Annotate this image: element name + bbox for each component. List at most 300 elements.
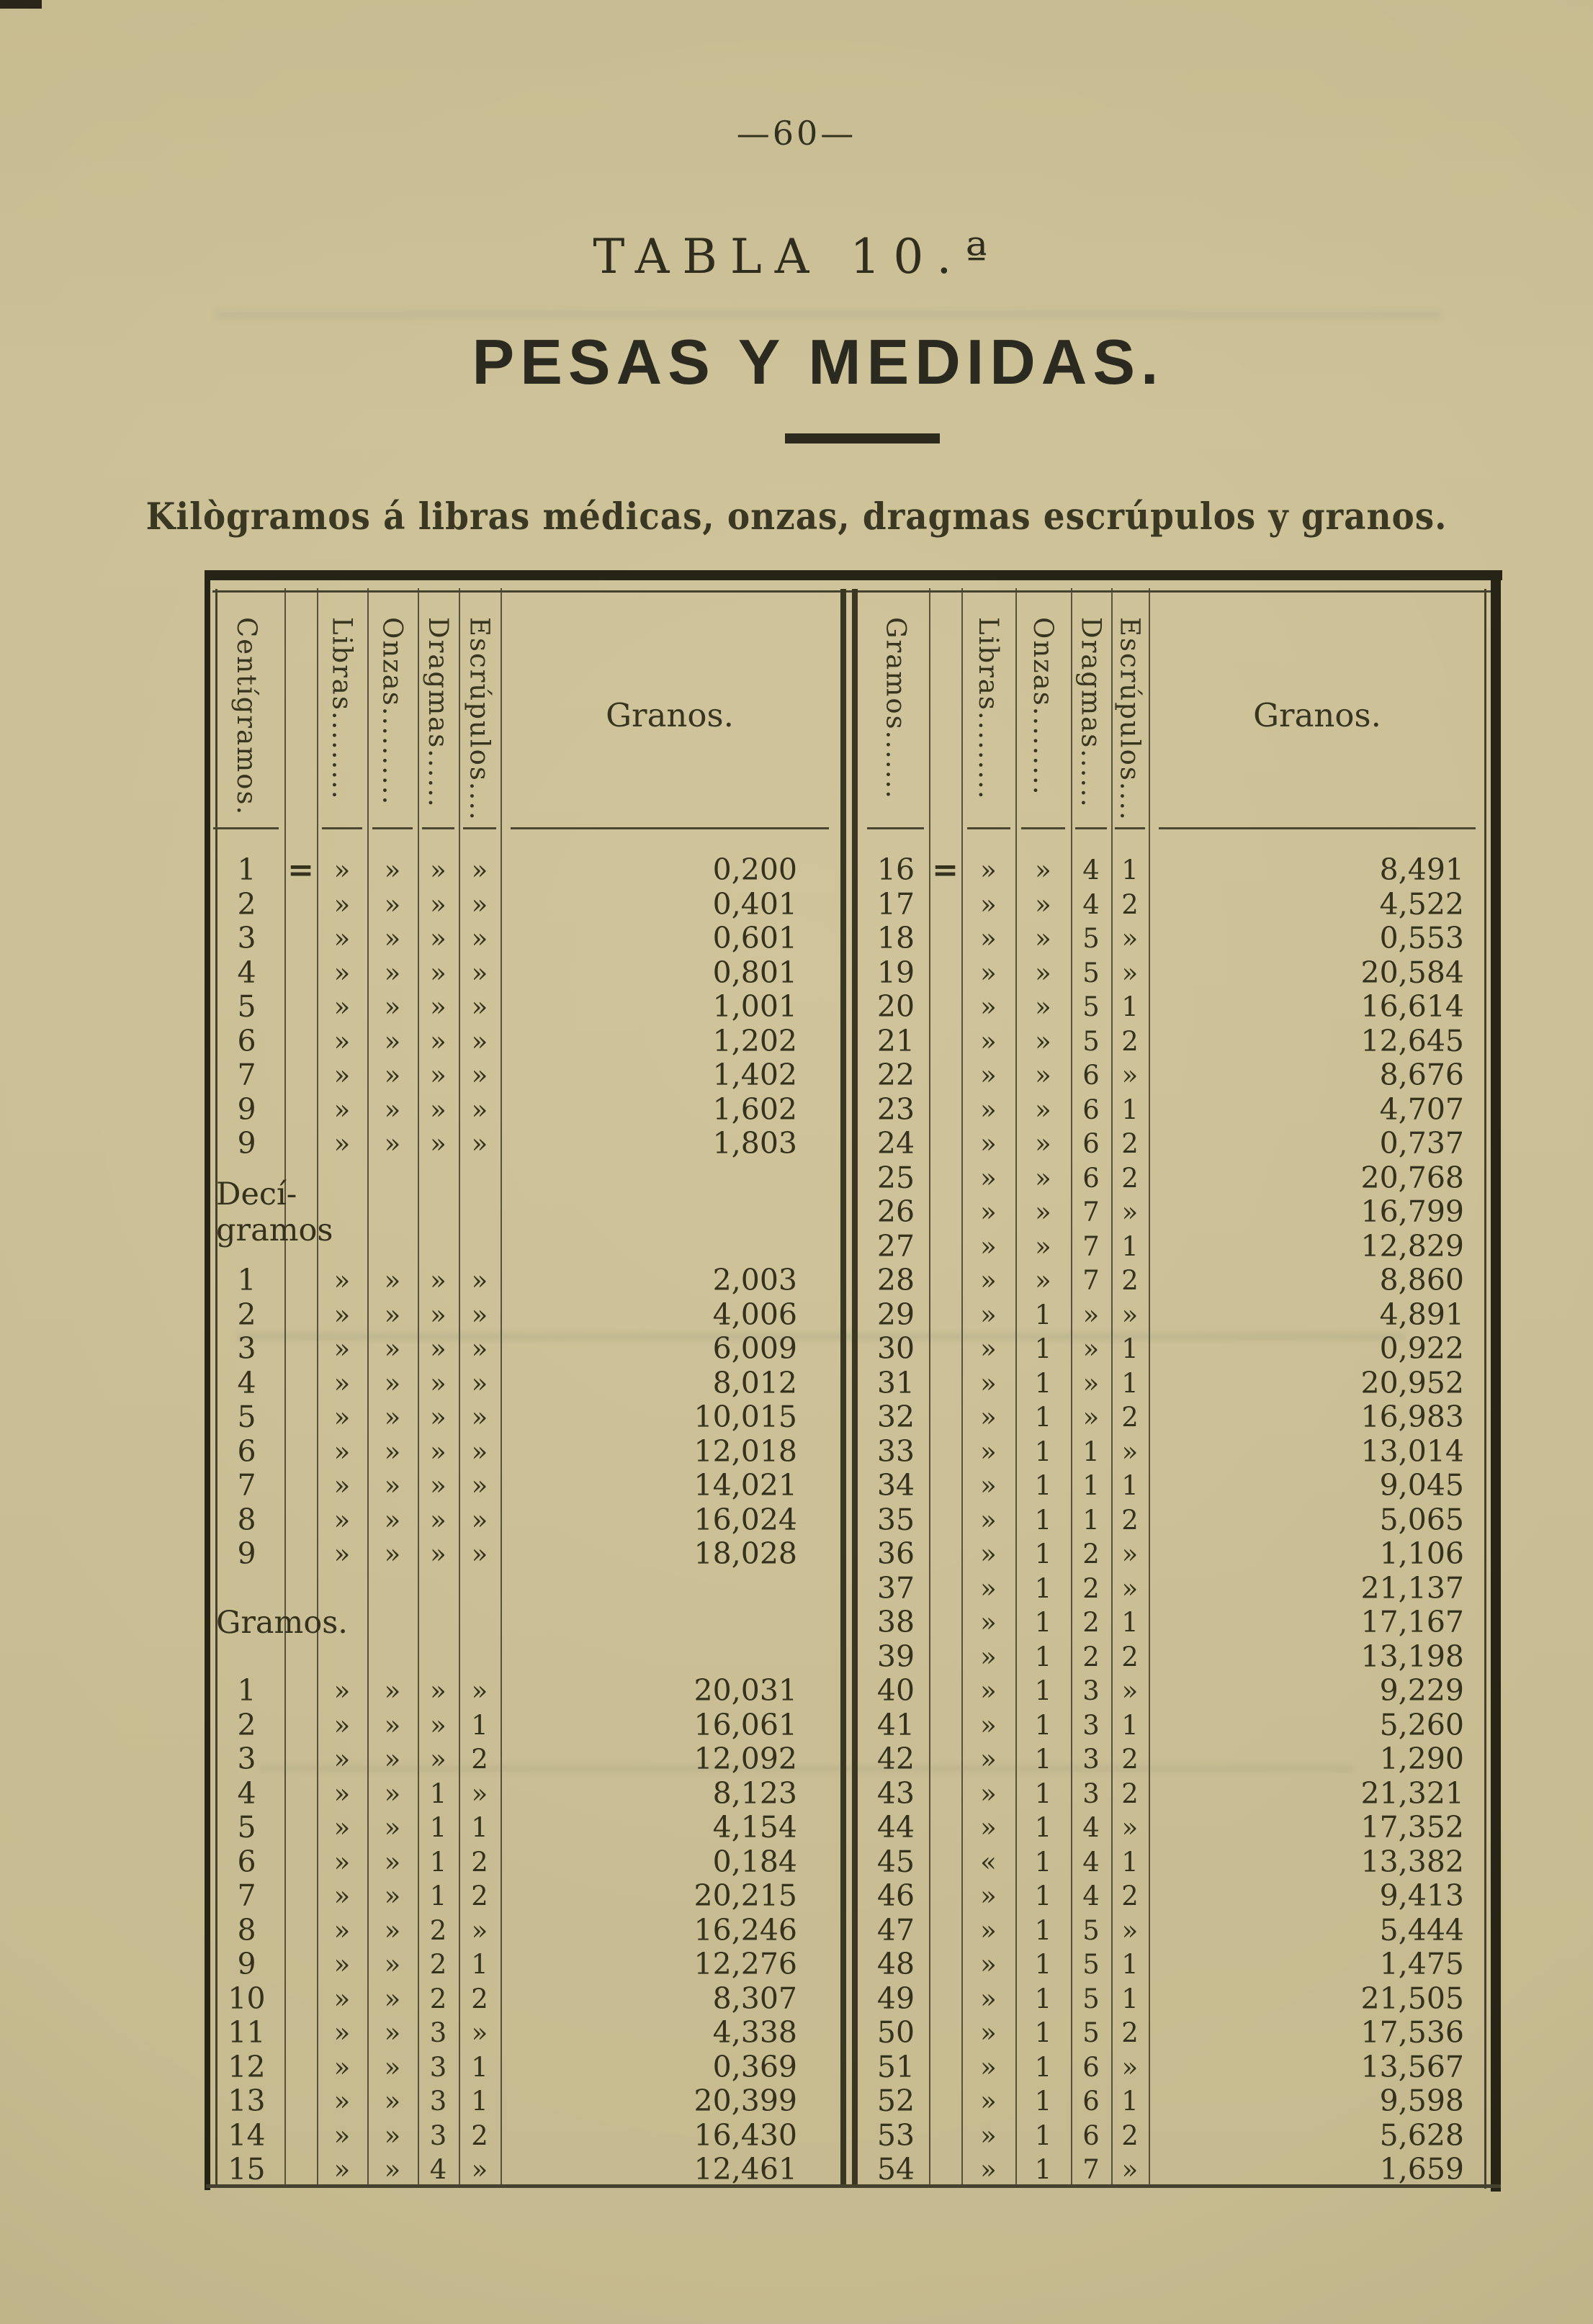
granos-value: 12,092 [694, 1742, 797, 1776]
onzas-value: » [384, 1709, 401, 1741]
escrupulos-value: 1 [1121, 1709, 1139, 1741]
libras-value: » [333, 2154, 351, 2185]
table-row [863, 1777, 1486, 1811]
table-row [209, 2050, 839, 2085]
table-divider-middle-a [840, 589, 846, 2187]
dragmas-value: 7 [1082, 1197, 1100, 1228]
onzas-value: 1 [1034, 1367, 1052, 1399]
column-header-label: Libras......... [973, 617, 1004, 801]
row-number: 5 [237, 1400, 256, 1434]
row-number: 5 [237, 989, 256, 1024]
row-number: 47 [876, 1912, 915, 1947]
dragmas-value: » [430, 1744, 447, 1775]
granos-value: 16,246 [694, 1912, 797, 1947]
onzas-value: » [384, 1265, 401, 1296]
table-row [209, 1503, 839, 1538]
escrupulos-value: » [471, 923, 488, 954]
onzas-value: » [1035, 923, 1051, 954]
table-row [863, 1435, 1486, 1469]
table-row [863, 956, 1486, 991]
escrupulos-value: 2 [1121, 1881, 1139, 1911]
table-frame-right [1491, 570, 1501, 2192]
row-number: 6 [237, 1023, 256, 1058]
row-number: 6 [237, 1433, 256, 1469]
escrupulos-value: 2 [1121, 1744, 1139, 1775]
row-number: 2 [237, 1707, 256, 1742]
onzas-value: » [1035, 1197, 1051, 1228]
equals-sign [929, 990, 961, 1024]
row-number: 31 [876, 1365, 915, 1400]
dragmas-value: » [430, 1709, 447, 1741]
equals-sign [929, 1058, 961, 1093]
equals-sign [929, 1605, 961, 1640]
libras-value: » [333, 1881, 351, 1911]
row-number: 3 [237, 1742, 256, 1776]
row-number: 23 [876, 1091, 915, 1127]
equals-sign [929, 1024, 961, 1059]
granos-value: 5,628 [1379, 2117, 1464, 2153]
onzas-value: » [384, 1504, 401, 1536]
dragmas-value: » [1082, 1367, 1100, 1399]
dragmas-value: » [430, 1402, 447, 1433]
table-row [209, 1742, 839, 1777]
libras-value: » [980, 1709, 997, 1741]
dragmas-value: » [430, 957, 447, 988]
row-number: 40 [876, 1673, 915, 1708]
row-number: 54 [876, 2152, 915, 2186]
escrupulos-value: » [471, 1367, 488, 1399]
granos-value: 9,598 [1379, 2084, 1464, 2118]
equals-sign [929, 1264, 961, 1298]
libras-value: » [980, 1675, 997, 1706]
granos-value: 16,430 [694, 2117, 797, 2153]
table-half-left [209, 587, 839, 2187]
table-row [863, 1230, 1486, 1264]
dragmas-value: » [430, 923, 447, 954]
dragmas-value: 3 [429, 2051, 447, 2083]
row-number: 3 [237, 921, 256, 955]
escrupulos-value: » [471, 1470, 488, 1501]
onzas-value: » [1035, 1230, 1051, 1262]
granos-value: 16,983 [1360, 1400, 1464, 1434]
granos-value: 17,536 [1360, 2015, 1464, 2050]
equals-sign [929, 922, 961, 956]
equals-sign [929, 2016, 961, 2050]
row-number: 19 [876, 955, 915, 990]
escrupulos-value: » [471, 957, 488, 988]
row-number: 8 [237, 1502, 256, 1537]
escrupulos-value: 1 [1121, 1983, 1139, 2014]
libras-value: » [980, 888, 997, 920]
dragmas-value: 7 [1082, 2154, 1100, 2185]
equals-sign [284, 956, 317, 991]
escrupulos-value: » [1121, 2051, 1139, 2083]
libras-value: » [980, 1914, 997, 1946]
libras-value: » [333, 1367, 351, 1399]
row-number: 30 [876, 1331, 915, 1366]
equals-sign [929, 2153, 961, 2187]
libras-value: » [333, 2120, 351, 2151]
section-label-line: Decí- [216, 1176, 297, 1212]
granos-value: 20,952 [1360, 1365, 1464, 1400]
row-number: 49 [876, 1981, 915, 2016]
granos-value: 13,567 [1360, 2049, 1464, 2084]
libras-value: « [980, 1846, 997, 1878]
escrupulos-value: 2 [1121, 1402, 1139, 1433]
row-number: 10 [228, 1981, 266, 2016]
libras-value: » [333, 1709, 351, 1741]
table-row [209, 1811, 839, 1845]
libras-value: » [333, 1299, 351, 1330]
dragmas-value: 1 [429, 1881, 447, 1911]
onzas-value: » [384, 1333, 401, 1364]
section-label [209, 1604, 348, 1641]
column-header-label: Gramos....... [880, 617, 912, 800]
dragmas-value: » [1082, 1299, 1100, 1330]
libras-value: » [980, 1333, 997, 1364]
column-header-label: Dragmas...... [1075, 617, 1107, 809]
onzas-value: » [384, 1094, 401, 1125]
libras-value: » [980, 1504, 997, 1536]
equals-sign [284, 1947, 317, 1982]
table-row [209, 1332, 839, 1366]
row-number: 4 [237, 1365, 256, 1400]
granos-value: 1,202 [712, 1023, 797, 1058]
equals-sign: = [932, 852, 959, 888]
dragmas-value: » [430, 1265, 447, 1296]
equals-sign [284, 1777, 317, 1811]
onzas-value: » [384, 991, 401, 1022]
table-row [209, 1845, 839, 1880]
escrupulos-value: 1 [471, 2086, 488, 2117]
table-row [863, 1674, 1486, 1708]
libras-value: » [980, 2154, 997, 2185]
row-number: 51 [876, 2049, 915, 2084]
libras-value: » [333, 923, 351, 954]
onzas-value: 1 [1034, 1778, 1052, 1809]
equals-sign [284, 2119, 317, 2153]
row-number: 44 [876, 1810, 915, 1845]
row-number: 37 [876, 1570, 915, 1605]
onzas-value: » [1035, 957, 1051, 988]
onzas-value: » [1035, 1025, 1051, 1057]
column-header [284, 587, 317, 853]
table-row [209, 1127, 839, 1161]
row-number: 18 [876, 921, 915, 955]
equals-sign [284, 2153, 317, 2187]
column-header [863, 587, 929, 853]
table-divider-middle-b [852, 589, 858, 2187]
table-row [863, 1640, 1486, 1675]
granos-value: 20,215 [694, 1878, 797, 1913]
section-label-line: gramos [216, 1212, 333, 1248]
escrupulos-value: » [471, 1333, 488, 1364]
granos-value: 5,260 [1379, 1707, 1464, 1742]
libras-value: » [333, 1128, 351, 1159]
libras-value: » [333, 888, 351, 920]
onzas-value: 1 [1034, 1470, 1052, 1501]
row-number: 9 [237, 1126, 256, 1161]
column-header-label: Onzas......... [1028, 617, 1059, 796]
equals-sign [284, 1811, 317, 1845]
libras-value: » [333, 957, 351, 988]
dragmas-value: 5 [1082, 991, 1100, 1022]
equals-sign [284, 2084, 317, 2119]
granos-value: 12,829 [1360, 1228, 1464, 1264]
table-row [863, 1537, 1486, 1572]
dragmas-value: 2 [1082, 1641, 1100, 1672]
escrupulos-value: 1 [1121, 855, 1139, 886]
escrupulos-value: 1 [1121, 1607, 1139, 1638]
dragmas-value: 5 [1082, 1914, 1100, 1946]
granos-value: 5,065 [1379, 1502, 1464, 1537]
libras-value: » [333, 1744, 351, 1775]
row-number: 1 [237, 1263, 256, 1297]
libras-value: » [980, 2086, 997, 2117]
row-number: 1 [237, 1673, 256, 1708]
table-row [863, 1058, 1486, 1093]
dragmas-value: 2 [429, 1949, 447, 1980]
libras-value: » [980, 991, 997, 1022]
equals-sign [284, 1674, 317, 1708]
equals-sign [929, 2084, 961, 2119]
table-row [209, 1537, 839, 1572]
table-row [863, 1605, 1486, 1640]
row-number: 1 [237, 852, 256, 887]
column-header [501, 587, 839, 853]
onzas-value: » [384, 1881, 401, 1911]
onzas-value: » [1035, 1265, 1051, 1296]
dragmas-value: 2 [1082, 1607, 1100, 1638]
granos-value: 5,444 [1379, 1912, 1464, 1947]
escrupulos-value: 1 [1121, 991, 1139, 1022]
column-header [1071, 587, 1111, 853]
libras-value: » [333, 2051, 351, 2083]
escrupulos-value: 2 [471, 1744, 488, 1775]
escrupulos-value: » [471, 1060, 488, 1091]
table-row [209, 990, 839, 1024]
equals-sign [929, 1435, 961, 1469]
granos-value: 9,229 [1379, 1673, 1464, 1708]
column-header [1149, 587, 1486, 853]
libras-value: » [980, 1949, 997, 1980]
onzas-value: 1 [1034, 2017, 1052, 2048]
onzas-value: 1 [1034, 1675, 1052, 1706]
escrupulos-value: » [1121, 1914, 1139, 1946]
table-row [209, 1674, 839, 1708]
libras-value: » [980, 1470, 997, 1501]
onzas-value: » [384, 1128, 401, 1159]
dragmas-value: » [430, 888, 447, 920]
section-gap-row [209, 1572, 839, 1675]
dragmas-value: 3 [429, 2017, 447, 2048]
escrupulos-value: 1 [1121, 1470, 1139, 1501]
column-header-label: Centígramos. [231, 617, 262, 816]
equals-sign [929, 888, 961, 922]
equals-sign [929, 2119, 961, 2153]
escrupulos-value: » [471, 1504, 488, 1536]
dragmas-value: 2 [429, 1914, 447, 1946]
table-row [863, 1879, 1486, 1914]
column-header-label: Granos. [1253, 696, 1381, 734]
table-head-right [863, 587, 1486, 853]
onzas-value: » [384, 957, 401, 988]
granos-value: 1,803 [712, 1126, 797, 1161]
dragmas-value: 4 [1082, 1812, 1100, 1843]
table-title: TABLA 10.ª [593, 229, 1000, 284]
granos-value: 0,200 [712, 852, 797, 887]
granos-value: 4,338 [712, 2015, 797, 2050]
libras-value: » [333, 1060, 351, 1091]
onzas-value: » [384, 1025, 401, 1057]
granos-value: 4,522 [1379, 886, 1464, 922]
libras-value: » [980, 1025, 997, 1057]
table-row [209, 922, 839, 956]
dragmas-value: 5 [1082, 923, 1100, 954]
table-row [863, 1127, 1486, 1161]
escrupulos-value: 2 [1121, 2120, 1139, 2151]
column-header [1111, 587, 1149, 853]
onzas-value: » [384, 2017, 401, 2048]
table-row [863, 1845, 1486, 1880]
dragmas-value: 4 [429, 2154, 447, 2185]
equals-sign [929, 1572, 961, 1606]
dragmas-value: 6 [1082, 2086, 1100, 2117]
libras-value: » [333, 1094, 351, 1125]
equals-sign [284, 1366, 317, 1401]
escrupulos-value: 2 [1121, 1504, 1139, 1536]
equals-sign [284, 1298, 317, 1333]
granos-value: 12,645 [1360, 1023, 1464, 1058]
row-number: 3 [237, 1331, 256, 1366]
libras-value: » [980, 1367, 997, 1399]
onzas-value: » [1035, 1128, 1051, 1159]
granos-value: 8,676 [1379, 1058, 1464, 1092]
table-row [863, 888, 1486, 922]
escrupulos-value: 1 [471, 1949, 488, 1980]
escrupulos-value: » [1121, 1299, 1139, 1330]
equals-sign [929, 956, 961, 991]
equals-sign [284, 1058, 317, 1093]
onzas-value: 1 [1034, 2154, 1052, 2185]
column-header-label: Escrúpulos.... [464, 617, 495, 821]
equals-sign [284, 1914, 317, 1948]
table-row [209, 1435, 839, 1469]
row-number: 7 [237, 1878, 256, 1913]
granos-value: 9,413 [1379, 1878, 1464, 1913]
onzas-value: » [384, 2120, 401, 2151]
table-row [863, 2016, 1486, 2050]
libras-value: » [980, 1607, 997, 1638]
escrupulos-value: 2 [1121, 1025, 1139, 1057]
granos-value: 16,799 [1360, 1194, 1464, 1229]
escrupulos-value: » [471, 1675, 488, 1706]
column-header [961, 587, 1015, 853]
table-row [209, 2084, 839, 2119]
escrupulos-value: » [471, 2154, 488, 2185]
dragmas-value: 6 [1082, 1060, 1100, 1091]
table-row [863, 1742, 1486, 1777]
table-body-left [209, 853, 839, 2187]
table-row [863, 2084, 1486, 2119]
escrupulos-value: 1 [471, 1709, 488, 1741]
dragmas-value: 3 [1082, 1709, 1100, 1741]
granos-value: 20,399 [694, 2084, 797, 2118]
table-row [863, 853, 1486, 888]
libras-value: » [980, 1162, 997, 1194]
table-row [863, 1572, 1486, 1606]
escrupulos-value: » [1121, 1436, 1139, 1467]
table-row [863, 1914, 1486, 1948]
libras-value: » [333, 1812, 351, 1843]
dragmas-value: 6 [1082, 1162, 1100, 1194]
granos-value: 4,154 [712, 1810, 797, 1845]
escrupulos-value: » [471, 1094, 488, 1125]
libras-value: » [980, 1641, 997, 1672]
table-row [863, 2119, 1486, 2153]
equals-sign [284, 1332, 317, 1366]
granos-value: 16,061 [694, 1707, 797, 1742]
row-number: 28 [876, 1263, 915, 1297]
onzas-value: 1 [1034, 1949, 1052, 1980]
onzas-value: » [384, 1436, 401, 1467]
dragmas-value: » [430, 1333, 447, 1364]
libras-value: » [333, 1914, 351, 1946]
dragmas-value: 6 [1082, 2120, 1100, 2151]
table-row [863, 1298, 1486, 1333]
equals-sign [929, 1845, 961, 1880]
table-row [209, 1982, 839, 2017]
column-header-label: Onzas.......... [377, 617, 408, 806]
libras-value: » [333, 1846, 351, 1878]
granos-value: 1,402 [712, 1058, 797, 1092]
escrupulos-value: » [1121, 1572, 1139, 1604]
dragmas-value: 6 [1082, 1094, 1100, 1125]
table-row [863, 1469, 1486, 1503]
row-number: 48 [876, 1947, 915, 1981]
libras-value: » [333, 1265, 351, 1296]
equals-sign [929, 1640, 961, 1675]
escrupulos-value: 1 [471, 1812, 488, 1843]
row-number: 16 [876, 852, 915, 887]
equals-sign [929, 1230, 961, 1264]
onzas-value: 1 [1034, 1504, 1052, 1536]
table-row [209, 853, 839, 888]
dragmas-value: 6 [1082, 2051, 1100, 2083]
row-number: 9 [237, 1091, 256, 1127]
column-header [367, 587, 418, 853]
equals-sign [284, 2016, 317, 2050]
equals-sign [929, 1914, 961, 1948]
onzas-value: 1 [1034, 2051, 1052, 2083]
granos-value: 13,382 [1360, 1844, 1464, 1879]
granos-value: 8,860 [1379, 1263, 1464, 1297]
dragmas-value: » [1082, 1402, 1100, 1433]
table-row [863, 2050, 1486, 2085]
granos-value: 0,922 [1379, 1331, 1464, 1366]
libras-value: » [980, 1230, 997, 1262]
table-row [209, 1298, 839, 1333]
column-header [209, 587, 284, 853]
onzas-value: » [384, 2086, 401, 2117]
table-row [863, 1024, 1486, 1059]
granos-value: 1,290 [1379, 1742, 1464, 1776]
equals-sign [284, 1093, 317, 1127]
equals-sign [929, 1332, 961, 1366]
granos-value: 8,307 [712, 1981, 797, 2016]
granos-value: 6,009 [712, 1331, 797, 1366]
equals-sign [929, 1400, 961, 1435]
